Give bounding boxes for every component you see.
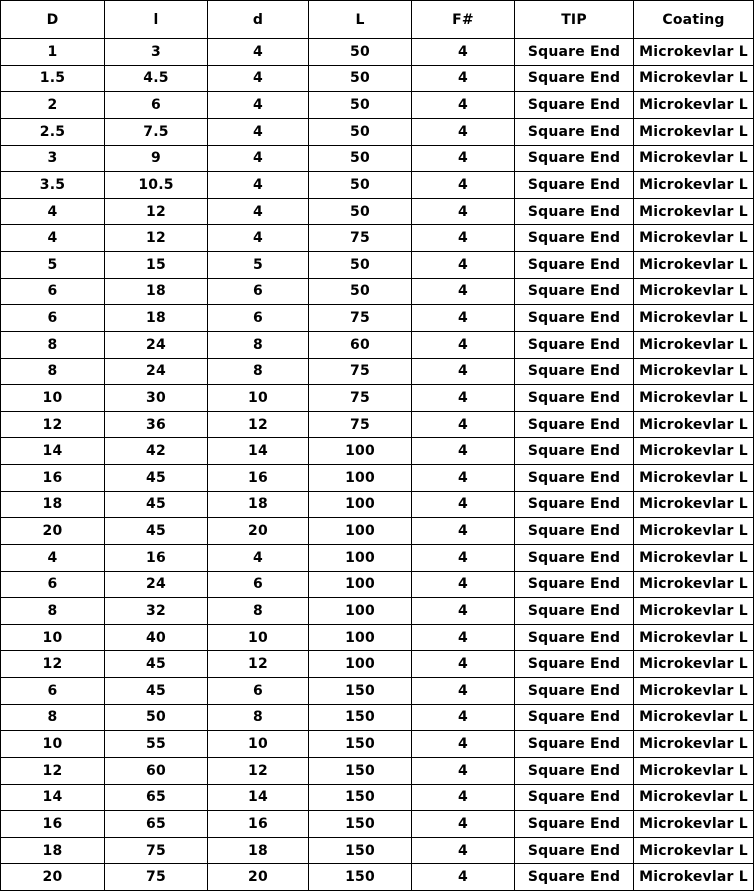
cell-tip: Square End: [515, 278, 634, 305]
cell-tip: Square End: [515, 305, 634, 332]
table-row: [1, 252, 754, 279]
cell-coating: Microkevlar L: [634, 544, 754, 571]
cell-coating: Microkevlar L: [634, 331, 754, 358]
cell-tip: Square End: [515, 598, 634, 625]
cell-flute-count: 4: [412, 757, 515, 784]
cell-overall-length: 50: [309, 252, 412, 279]
table-row: [1, 731, 754, 758]
cell-shank-diameter: 4: [208, 145, 309, 172]
cell-flute-length: 15: [105, 252, 208, 279]
table-row: [1, 358, 754, 385]
cell-shank-diameter: 6: [208, 571, 309, 598]
cell-flute-length: 36: [105, 411, 208, 438]
cell-tip: Square End: [515, 784, 634, 811]
cell-flute-count: 4: [412, 39, 515, 66]
cell-shank-diameter: 6: [208, 278, 309, 305]
cell-tip: Square End: [515, 731, 634, 758]
cell-flute-count: 4: [412, 411, 515, 438]
cell-overall-length: 100: [309, 571, 412, 598]
table-row: [1, 145, 754, 172]
cell-coating: Microkevlar L: [634, 757, 754, 784]
cell-coating: Microkevlar L: [634, 385, 754, 412]
cell-shank-diameter: 12: [208, 651, 309, 678]
cell-coating: Microkevlar L: [634, 651, 754, 678]
header-cell-overall-length: L: [309, 1, 412, 39]
cell-tip: Square End: [515, 118, 634, 145]
cell-shank-diameter: 4: [208, 198, 309, 225]
cell-flute-length: 32: [105, 598, 208, 625]
cell-coating: Microkevlar L: [634, 438, 754, 465]
table-row: [1, 544, 754, 571]
cell-coating: Microkevlar L: [634, 465, 754, 492]
cell-coating: Microkevlar L: [634, 518, 754, 545]
cell-overall-length: 100: [309, 624, 412, 651]
cell-shank-diameter: 10: [208, 731, 309, 758]
cell-flute-length: 24: [105, 571, 208, 598]
cell-diameter: 1: [1, 39, 105, 66]
cell-flute-count: 4: [412, 65, 515, 92]
table-row: [1, 465, 754, 492]
cell-flute-count: 4: [412, 198, 515, 225]
cell-flute-count: 4: [412, 544, 515, 571]
table-row: [1, 225, 754, 252]
table-row: [1, 518, 754, 545]
cell-tip: Square End: [515, 39, 634, 66]
cell-overall-length: 50: [309, 118, 412, 145]
cell-flute-length: 12: [105, 198, 208, 225]
cell-coating: Microkevlar L: [634, 704, 754, 731]
cell-flute-length: 60: [105, 757, 208, 784]
cell-diameter: 10: [1, 385, 105, 412]
cell-coating: Microkevlar L: [634, 571, 754, 598]
table-row: [1, 864, 754, 891]
cell-diameter: 2: [1, 92, 105, 119]
cell-shank-diameter: 20: [208, 518, 309, 545]
cell-diameter: 16: [1, 811, 105, 838]
table-row: [1, 411, 754, 438]
cell-flute-count: 4: [412, 92, 515, 119]
cell-flute-count: 4: [412, 811, 515, 838]
cell-shank-diameter: 16: [208, 465, 309, 492]
cell-flute-length: 40: [105, 624, 208, 651]
cell-tip: Square End: [515, 864, 634, 891]
cell-diameter: 16: [1, 465, 105, 492]
cell-shank-diameter: 4: [208, 172, 309, 199]
cell-diameter: 12: [1, 411, 105, 438]
cell-shank-diameter: 6: [208, 305, 309, 332]
cell-flute-count: 4: [412, 385, 515, 412]
cell-diameter: 12: [1, 651, 105, 678]
cell-diameter: 3.5: [1, 172, 105, 199]
cell-tip: Square End: [515, 811, 634, 838]
cell-overall-length: 100: [309, 544, 412, 571]
cell-shank-diameter: 18: [208, 491, 309, 518]
cell-overall-length: 75: [309, 358, 412, 385]
cell-tip: Square End: [515, 252, 634, 279]
cell-flute-length: 7.5: [105, 118, 208, 145]
cell-shank-diameter: 16: [208, 811, 309, 838]
cell-diameter: 4: [1, 544, 105, 571]
table-row: [1, 305, 754, 332]
cell-shank-diameter: 18: [208, 837, 309, 864]
cell-diameter: 18: [1, 837, 105, 864]
cell-shank-diameter: 8: [208, 598, 309, 625]
cell-diameter: 18: [1, 491, 105, 518]
cell-tip: Square End: [515, 757, 634, 784]
cell-shank-diameter: 10: [208, 385, 309, 412]
cell-overall-length: 150: [309, 704, 412, 731]
cell-diameter: 10: [1, 731, 105, 758]
cell-flute-length: 4.5: [105, 65, 208, 92]
header-cell-flute-count: F#: [412, 1, 515, 39]
cell-diameter: 6: [1, 278, 105, 305]
cell-overall-length: 150: [309, 784, 412, 811]
cell-coating: Microkevlar L: [634, 39, 754, 66]
table-row: [1, 678, 754, 705]
table-row: [1, 624, 754, 651]
cell-coating: Microkevlar L: [634, 278, 754, 305]
cell-flute-count: 4: [412, 837, 515, 864]
cell-flute-length: 12: [105, 225, 208, 252]
cell-coating: Microkevlar L: [634, 624, 754, 651]
cell-shank-diameter: 8: [208, 358, 309, 385]
cell-shank-diameter: 14: [208, 438, 309, 465]
cell-diameter: 8: [1, 331, 105, 358]
cell-flute-length: 10.5: [105, 172, 208, 199]
cell-tip: Square End: [515, 651, 634, 678]
table-row: [1, 571, 754, 598]
cell-flute-count: 4: [412, 172, 515, 199]
cell-diameter: 3: [1, 145, 105, 172]
cell-overall-length: 150: [309, 731, 412, 758]
cell-overall-length: 50: [309, 198, 412, 225]
cell-overall-length: 150: [309, 757, 412, 784]
cell-coating: Microkevlar L: [634, 598, 754, 625]
cell-flute-count: 4: [412, 704, 515, 731]
table-row: [1, 172, 754, 199]
cell-overall-length: 50: [309, 65, 412, 92]
cell-overall-length: 50: [309, 172, 412, 199]
cell-shank-diameter: 20: [208, 864, 309, 891]
cell-coating: Microkevlar L: [634, 145, 754, 172]
cell-diameter: 5: [1, 252, 105, 279]
cell-diameter: 8: [1, 704, 105, 731]
cell-flute-length: 45: [105, 518, 208, 545]
cell-flute-count: 4: [412, 278, 515, 305]
cell-flute-length: 45: [105, 678, 208, 705]
cell-flute-count: 4: [412, 571, 515, 598]
table-row: [1, 491, 754, 518]
table-row: [1, 92, 754, 119]
cell-diameter: 4: [1, 225, 105, 252]
cell-flute-count: 4: [412, 465, 515, 492]
cell-coating: Microkevlar L: [634, 491, 754, 518]
cell-flute-count: 4: [412, 252, 515, 279]
cell-diameter: 4: [1, 198, 105, 225]
cell-diameter: 6: [1, 571, 105, 598]
cell-flute-length: 30: [105, 385, 208, 412]
cell-tip: Square End: [515, 358, 634, 385]
cell-overall-length: 100: [309, 438, 412, 465]
cell-overall-length: 50: [309, 278, 412, 305]
cell-flute-length: 24: [105, 358, 208, 385]
cell-overall-length: 150: [309, 864, 412, 891]
cell-flute-count: 4: [412, 864, 515, 891]
cell-flute-count: 4: [412, 518, 515, 545]
cell-flute-count: 4: [412, 438, 515, 465]
cell-shank-diameter: 4: [208, 39, 309, 66]
cell-overall-length: 100: [309, 651, 412, 678]
table-row: [1, 278, 754, 305]
cell-shank-diameter: 5: [208, 252, 309, 279]
cell-shank-diameter: 6: [208, 678, 309, 705]
cell-tip: Square End: [515, 704, 634, 731]
cell-tip: Square End: [515, 411, 634, 438]
cell-flute-count: 4: [412, 678, 515, 705]
cell-shank-diameter: 8: [208, 331, 309, 358]
header-cell-shank-diameter: d: [208, 1, 309, 39]
cell-flute-length: 24: [105, 331, 208, 358]
cell-tip: Square End: [515, 65, 634, 92]
cell-flute-length: 75: [105, 864, 208, 891]
cell-tip: Square End: [515, 491, 634, 518]
cell-tip: Square End: [515, 465, 634, 492]
table-row: [1, 598, 754, 625]
cell-flute-length: 65: [105, 784, 208, 811]
cell-flute-count: 4: [412, 358, 515, 385]
cell-shank-diameter: 12: [208, 411, 309, 438]
cell-overall-length: 75: [309, 305, 412, 332]
cell-tip: Square End: [515, 385, 634, 412]
cell-tip: Square End: [515, 172, 634, 199]
cell-flute-count: 4: [412, 784, 515, 811]
cell-shank-diameter: 4: [208, 118, 309, 145]
header-cell-diameter: D: [1, 1, 105, 39]
cell-diameter: 20: [1, 864, 105, 891]
cell-flute-length: 75: [105, 837, 208, 864]
cell-shank-diameter: 4: [208, 65, 309, 92]
cell-shank-diameter: 12: [208, 757, 309, 784]
table-row: [1, 331, 754, 358]
header-cell-tip: TIP: [515, 1, 634, 39]
cell-tip: Square End: [515, 518, 634, 545]
cell-flute-length: 42: [105, 438, 208, 465]
cell-overall-length: 50: [309, 39, 412, 66]
header-row: [1, 1, 754, 39]
cell-tip: Square End: [515, 544, 634, 571]
cell-tip: Square End: [515, 438, 634, 465]
cell-coating: Microkevlar L: [634, 198, 754, 225]
cell-flute-count: 4: [412, 145, 515, 172]
cell-coating: Microkevlar L: [634, 172, 754, 199]
table-row: [1, 811, 754, 838]
header-cell-flute-length: l: [105, 1, 208, 39]
cell-tip: Square End: [515, 678, 634, 705]
cell-diameter: 14: [1, 784, 105, 811]
table-row: [1, 385, 754, 412]
cell-coating: Microkevlar L: [634, 118, 754, 145]
cell-coating: Microkevlar L: [634, 837, 754, 864]
table-row: [1, 118, 754, 145]
cell-flute-length: 45: [105, 465, 208, 492]
table-row: [1, 757, 754, 784]
cell-flute-length: 55: [105, 731, 208, 758]
cell-flute-count: 4: [412, 624, 515, 651]
cell-flute-length: 18: [105, 305, 208, 332]
cell-coating: Microkevlar L: [634, 305, 754, 332]
cell-coating: Microkevlar L: [634, 731, 754, 758]
cell-flute-length: 45: [105, 651, 208, 678]
cell-diameter: 6: [1, 305, 105, 332]
cell-flute-count: 4: [412, 598, 515, 625]
cell-flute-length: 65: [105, 811, 208, 838]
cell-shank-diameter: 4: [208, 544, 309, 571]
table-row: [1, 837, 754, 864]
cell-flute-count: 4: [412, 491, 515, 518]
table-row: [1, 65, 754, 92]
table-row: [1, 438, 754, 465]
cell-overall-length: 150: [309, 678, 412, 705]
table-body: [1, 39, 754, 891]
cell-flute-length: 9: [105, 145, 208, 172]
cell-coating: Microkevlar L: [634, 784, 754, 811]
cell-overall-length: 100: [309, 518, 412, 545]
cell-flute-length: 50: [105, 704, 208, 731]
cell-flute-count: 4: [412, 331, 515, 358]
cell-tip: Square End: [515, 331, 634, 358]
cell-overall-length: 150: [309, 811, 412, 838]
cell-tip: Square End: [515, 145, 634, 172]
cell-overall-length: 75: [309, 225, 412, 252]
cell-overall-length: 75: [309, 385, 412, 412]
cell-tip: Square End: [515, 571, 634, 598]
cell-diameter: 8: [1, 358, 105, 385]
header-cell-coating: Coating: [634, 1, 754, 39]
cell-flute-length: 3: [105, 39, 208, 66]
cell-shank-diameter: 4: [208, 225, 309, 252]
cell-overall-length: 50: [309, 92, 412, 119]
cell-diameter: 10: [1, 624, 105, 651]
cell-shank-diameter: 10: [208, 624, 309, 651]
table-row: [1, 39, 754, 66]
cell-shank-diameter: 8: [208, 704, 309, 731]
cell-flute-count: 4: [412, 305, 515, 332]
cell-diameter: 2.5: [1, 118, 105, 145]
cell-coating: Microkevlar L: [634, 358, 754, 385]
cell-coating: Microkevlar L: [634, 225, 754, 252]
cell-overall-length: 75: [309, 411, 412, 438]
cell-diameter: 14: [1, 438, 105, 465]
cell-coating: Microkevlar L: [634, 92, 754, 119]
cell-overall-length: 50: [309, 145, 412, 172]
cell-overall-length: 150: [309, 837, 412, 864]
cell-tip: Square End: [515, 624, 634, 651]
cell-tip: Square End: [515, 837, 634, 864]
cell-diameter: 8: [1, 598, 105, 625]
cell-tip: Square End: [515, 225, 634, 252]
cell-flute-length: 45: [105, 491, 208, 518]
cell-diameter: 20: [1, 518, 105, 545]
cell-coating: Microkevlar L: [634, 678, 754, 705]
cell-flute-length: 18: [105, 278, 208, 305]
cell-flute-count: 4: [412, 118, 515, 145]
cell-diameter: 12: [1, 757, 105, 784]
cell-coating: Microkevlar L: [634, 252, 754, 279]
cell-flute-length: 6: [105, 92, 208, 119]
cell-coating: Microkevlar L: [634, 411, 754, 438]
cell-coating: Microkevlar L: [634, 65, 754, 92]
cell-flute-length: 16: [105, 544, 208, 571]
cell-flute-count: 4: [412, 225, 515, 252]
cell-coating: Microkevlar L: [634, 811, 754, 838]
table-row: [1, 651, 754, 678]
cell-shank-diameter: 4: [208, 92, 309, 119]
cell-overall-length: 100: [309, 598, 412, 625]
cell-flute-count: 4: [412, 651, 515, 678]
table-row: [1, 784, 754, 811]
cell-shank-diameter: 14: [208, 784, 309, 811]
cell-overall-length: 100: [309, 491, 412, 518]
table-row: [1, 198, 754, 225]
cell-overall-length: 100: [309, 465, 412, 492]
cell-tip: Square End: [515, 198, 634, 225]
table-row: [1, 704, 754, 731]
cell-diameter: 1.5: [1, 65, 105, 92]
cell-flute-count: 4: [412, 731, 515, 758]
cell-overall-length: 60: [309, 331, 412, 358]
cell-tip: Square End: [515, 92, 634, 119]
cell-diameter: 6: [1, 678, 105, 705]
cell-coating: Microkevlar L: [634, 864, 754, 891]
